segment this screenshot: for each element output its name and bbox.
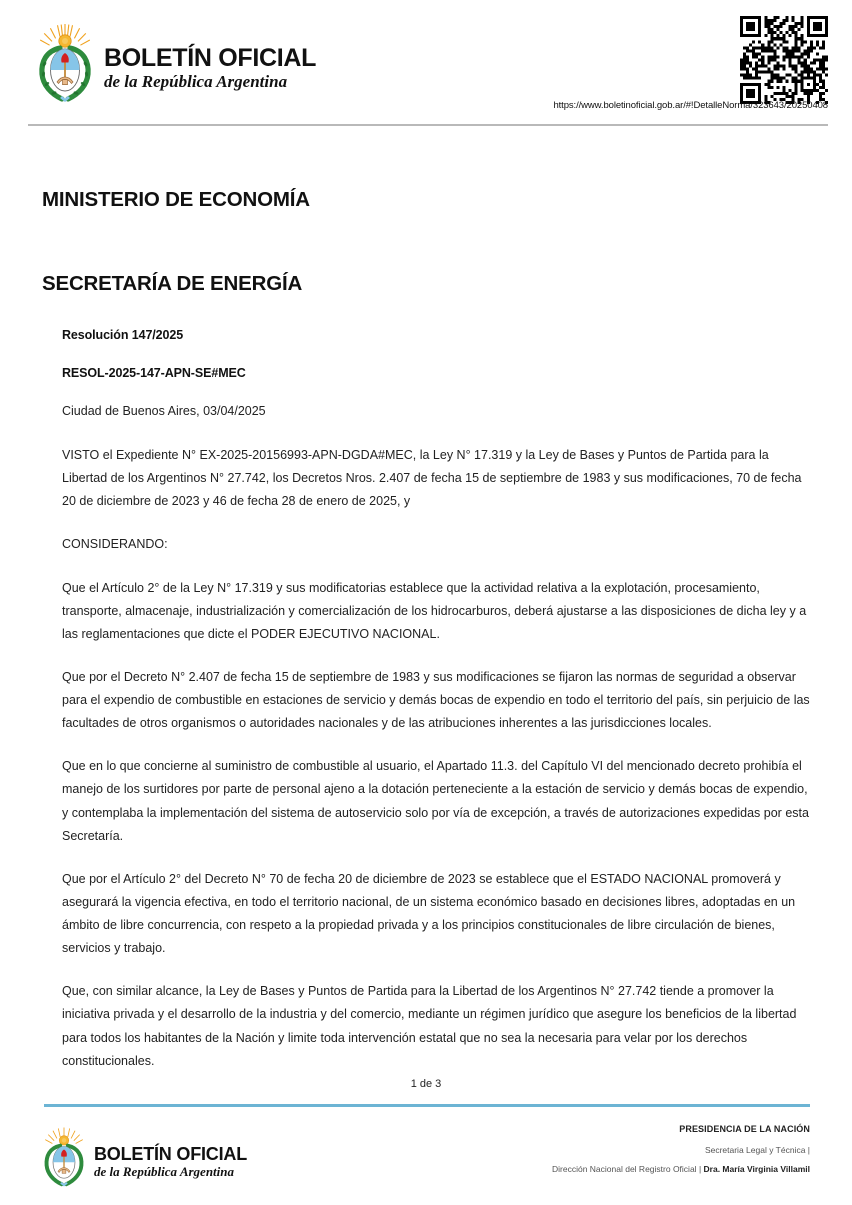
document-header [0, 0, 852, 118]
brand-title: BOLETÍN OFICIAL [104, 44, 317, 73]
resolution-meta [62, 328, 816, 418]
registry-office-line [552, 1164, 810, 1174]
header-brand-text [104, 33, 316, 93]
document-footer [0, 1118, 852, 1198]
resolution-title: Resolución 147/2025 [62, 328, 184, 342]
header-divider [28, 124, 828, 126]
footer-brand-text [94, 1135, 247, 1179]
argentina-coat-of-arms-icon [36, 22, 94, 104]
resolution-text [62, 444, 816, 1073]
qr-code-block[interactable] [740, 16, 828, 104]
registry-office-label: Dirección Nacional del Registro Oficial [552, 1164, 697, 1174]
secretary-title: SECRETARÍA DE ENERGÍA [42, 272, 303, 295]
brand-subtitle: de la República Argentina [104, 72, 288, 92]
legal-office-label: Secretaria Legal y Técnica | [704, 1145, 810, 1155]
document-body [0, 150, 852, 1073]
qr-code-icon[interactable] [740, 16, 828, 104]
paragraph: Que por el Decreto N° 2.407 de fecha 15 de septiembre de 1983 y sus modificaciones se fijaron las normas de seguridad a observar para el expendio de combustible en estaciones de servicio y demás bocas de expendio en todo el territorio del país, sin perjuicio de las facultades de otros organismos o autoridades nacionales y de las atribuciones inherentes a las jurisdicciones locales. [62, 669, 810, 731]
footer-brand-subtitle: de la República Argentina [94, 1163, 234, 1179]
place-and-date: Ciudad de Buenos Aires, 03/04/2025 [62, 404, 266, 418]
footer-divider [44, 1104, 810, 1107]
paragraph: Que el Artículo 2° de la Ley N° 17.319 y sus modificatorias establece que la actividad relativa a la explotación, procesamiento, transporte, almacenaje, industrialización y comercialización de los hidrocarburos, deberá ajustarse a las disposiciones de dicha ley y a las reglamentaciones que dicte el PODER EJECUTIVO NACIONAL. [62, 580, 807, 641]
paragraph: Que por el Artículo 2° del Decreto N° 70 de fecha 20 de diciembre de 2023 se establece que el ESTADO NACIONAL promoverá y asegurará la vigencia efectiva, en todo el territorio nacional, de un sistema económico basado en decisiones libres, adoptadas en un ámbito de libre concurrencia, con respeto a la propiedad privada y a los principios constitucionales de libre circulación de bienes, servicios y trabajo. [62, 871, 796, 956]
argentina-coat-of-arms-icon [42, 1126, 86, 1188]
header-brand [36, 22, 316, 104]
page-number: 1 de 3 [410, 1078, 442, 1090]
paragraph: Que, con similar alcance, la Ley de Bases y Puntos de Partida para la Libertad de los Argentinos N° 27.742 tiende a promover la iniciativa privada y el desarrollo de la industria y del comercio, mediante un régimen jurídico que asegure los beneficios de la libertad para todos los habitantes de la Nación y limite toda intervención estatal que no sea la necesaria para velar por los derechos constitucionales. [62, 984, 797, 1068]
presidency-label: PRESIDENCIA DE LA NACIÓN [679, 1124, 810, 1134]
resolution-code: RESOL-2025-147-APN-SE#MEC [62, 366, 246, 380]
footer-credits [552, 1124, 810, 1174]
footer-brand [42, 1126, 247, 1188]
footer-separator: | [698, 1164, 702, 1174]
paragraph: VISTO el Expediente N° EX-2025-20156993-APN-DGDA#MEC, la Ley N° 17.319 y la Ley de Bases y Puntos de Partida para la Libertad de los Argentinos N° 27.742, los Decretos Nros. 2.407 de fecha 15 de septiembre de 1983 y sus modificaciones, 70 de fecha 20 de diciembre de 2023 y 46 de fecha 28 de enero de 2025, y [62, 448, 802, 509]
paragraph: Que en lo que concierne al suministro de combustible al usuario, el Apartado 11.3. del Capítulo VI del mencionado decreto prohibía el manejo de los surtidores por parte de personal ajeno a la dotación perteneciente a la estación de servicio y demás bocas de expendio, y contemplaba la implementación del sistema de autoservicio solo por vía de excepción, a través de autorizaciones expedidas por esta Secretaría. [62, 759, 809, 843]
paragraph: CONSIDERANDO: [62, 537, 168, 552]
ministry-title: MINISTERIO DE ECONOMÍA [42, 188, 310, 211]
signer-name: Dra. María Virginia Villamil [703, 1164, 810, 1174]
footer-brand-title: BOLETÍN OFICIAL [94, 1143, 247, 1164]
document-url[interactable]: https://www.boletinoficial.gob.ar/#!DetalleNorma/323643/20250408 [553, 100, 828, 111]
